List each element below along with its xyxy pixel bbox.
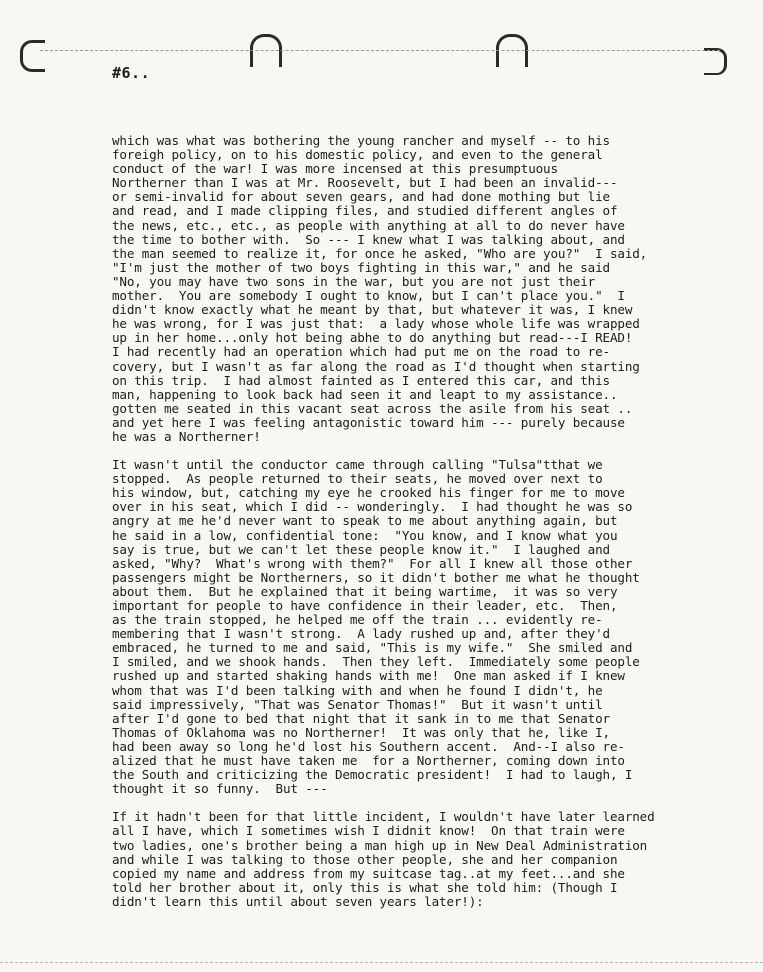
- text-line: he said in a low, confidential tone: "You know, and I know what you: [112, 527, 618, 543]
- text-line: about them. But he explained that it being wartime, it was so very: [112, 583, 618, 599]
- text-line: Northerner than I was at Mr. Roosevelt, but I had been an invalid---: [112, 175, 618, 191]
- text-line: after I'd gone to bed that night that it sank in to me that Senator: [112, 710, 610, 726]
- text-line: told her brother about it, only this is what she told him: (Though I: [112, 879, 618, 895]
- paragraph: [112, 810, 732, 909]
- page-bottom-edge: [0, 962, 763, 963]
- paragraph: [112, 458, 732, 796]
- text-line: asked, "Why? What's wrong with them?" For all I knew all those other: [112, 555, 633, 571]
- text-line: two ladies, one's brother being a man high up in New Deal Administration: [112, 837, 648, 853]
- text-line: If it hadn't been for that little incident, I wouldn't have later learned: [112, 809, 655, 825]
- text-line: stopped. As people returned to their seats, he moved over next to: [112, 471, 603, 487]
- text-line: membering that I wasn't strong. A lady rushed up and, after they'd: [112, 626, 610, 642]
- text-line: or semi-invalid for about seven gears, and had done mothing but lie: [112, 189, 610, 205]
- paragraph: [112, 134, 732, 444]
- text-line: and while I was talking to those other people, she and her companion: [112, 851, 618, 867]
- text-line: embraced, he turned to me and said, "This is my wife." She smiled and: [112, 640, 633, 656]
- text-line: up in her home...only hot being abhe to do anything but read---I READ!: [112, 330, 633, 346]
- text-line: and read, and I made clipping files, and studied different angles of: [112, 203, 618, 219]
- text-line: angry at me he'd never want to speak to me about anything again, but: [112, 513, 618, 529]
- text-line: his window, but, catching my eye he crooked his finger for me to move: [112, 485, 625, 501]
- text-line: and yet here I was feeling antagonistic toward him --- purely because: [112, 414, 625, 430]
- text-line: conduct of the war! I was more incensed at this presumptuous: [112, 161, 558, 177]
- text-line: the man seemed to realize it, for once he asked, "Who are you?" I said,: [112, 245, 648, 261]
- text-line: mother. You are somebody I ought to know, but I can't place you." I: [112, 288, 625, 304]
- text-line: said impressively, "That was Senator Thomas!" But it wasn't until: [112, 696, 603, 712]
- text-line: covery, but I wasn't as far along the road as I'd thought when starting: [112, 358, 640, 374]
- page-number: #6..: [112, 64, 151, 82]
- text-line: say is true, but we can't let these people know it." I laughed and: [112, 541, 610, 557]
- text-line: Thomas of Oklahoma was no Northerner! It was only that he, like I,: [112, 724, 610, 740]
- text-line: he was wrong, for I was just that: a lady whose whole life was wrapped: [112, 316, 640, 332]
- text-line: didn't know exactly what he meant by that, but whatever it was, I knew: [112, 302, 633, 318]
- text-line: had been away so long he'd lost his Southern accent. And--I also re-: [112, 738, 625, 754]
- text-line: "No, you may have two sons in the war, but you are not just their: [112, 273, 596, 289]
- binder-ring-mark: [20, 40, 45, 72]
- text-line: It wasn't until the conductor came through calling "Tulsa"tthat we: [112, 457, 603, 473]
- text-line: which was what was bothering the young rancher and myself -- to his: [112, 133, 610, 148]
- text-line: on this trip. I had almost fainted as I entered this car, and this: [112, 372, 610, 388]
- text-line: over in his seat, which I did -- wonderingly. I had thought he was so: [112, 499, 633, 515]
- text-line: copied my name and address from my suitcase tag..at my feet...and she: [112, 865, 625, 881]
- text-line: alized that he must have taken me for a Northerner, coming down into: [112, 753, 625, 769]
- text-line: passengers might be Northerners, so it didn't bother me what he thought: [112, 569, 640, 585]
- text-line: thought it so funny. But ---: [112, 781, 328, 797]
- text-line: "I'm just the mother of two boys fighting in this war," and he said: [112, 259, 610, 275]
- text-line: the time to bother with. So --- I knew what I was talking about, and: [112, 231, 625, 247]
- text-line: whom that was I'd been talking with and when he found I didn't, he: [112, 682, 603, 698]
- binder-ring-mark: [704, 48, 727, 75]
- text-line: important for people to have confidence in their leader, etc. Then,: [112, 598, 618, 613]
- text-line: didn't learn this until about seven years later!):: [112, 893, 484, 909]
- text-line: he was a Northerner!: [112, 428, 261, 444]
- text-line: foreigh policy, on to his domestic policy, and even to the general: [112, 147, 603, 163]
- page-top-edge: [40, 50, 720, 51]
- text-line: the South and criticizing the Democratic president! I had to laugh, I: [112, 767, 633, 783]
- typed-body-text: [112, 134, 732, 909]
- text-line: man, happening to look back had seen it and leapt to my assistance..: [112, 386, 618, 402]
- text-line: gotten me seated in this vacant seat across the asile from his seat ..: [112, 400, 633, 416]
- text-line: rushed up and started shaking hands with me! One man asked if I knew: [112, 668, 625, 684]
- text-line: I had recently had an operation which had put me on the road to re-: [112, 344, 610, 360]
- text-line: the news, etc., etc., as people with anything at all to do never have: [112, 217, 625, 233]
- text-line: all I have, which I sometimes wish I didnit know! On that train were: [112, 823, 625, 839]
- text-line: I smiled, and we shook hands. Then they left. Immediately some people: [112, 654, 640, 670]
- text-line: as the train stopped, he helped me off the train ... evidently re-: [112, 612, 603, 628]
